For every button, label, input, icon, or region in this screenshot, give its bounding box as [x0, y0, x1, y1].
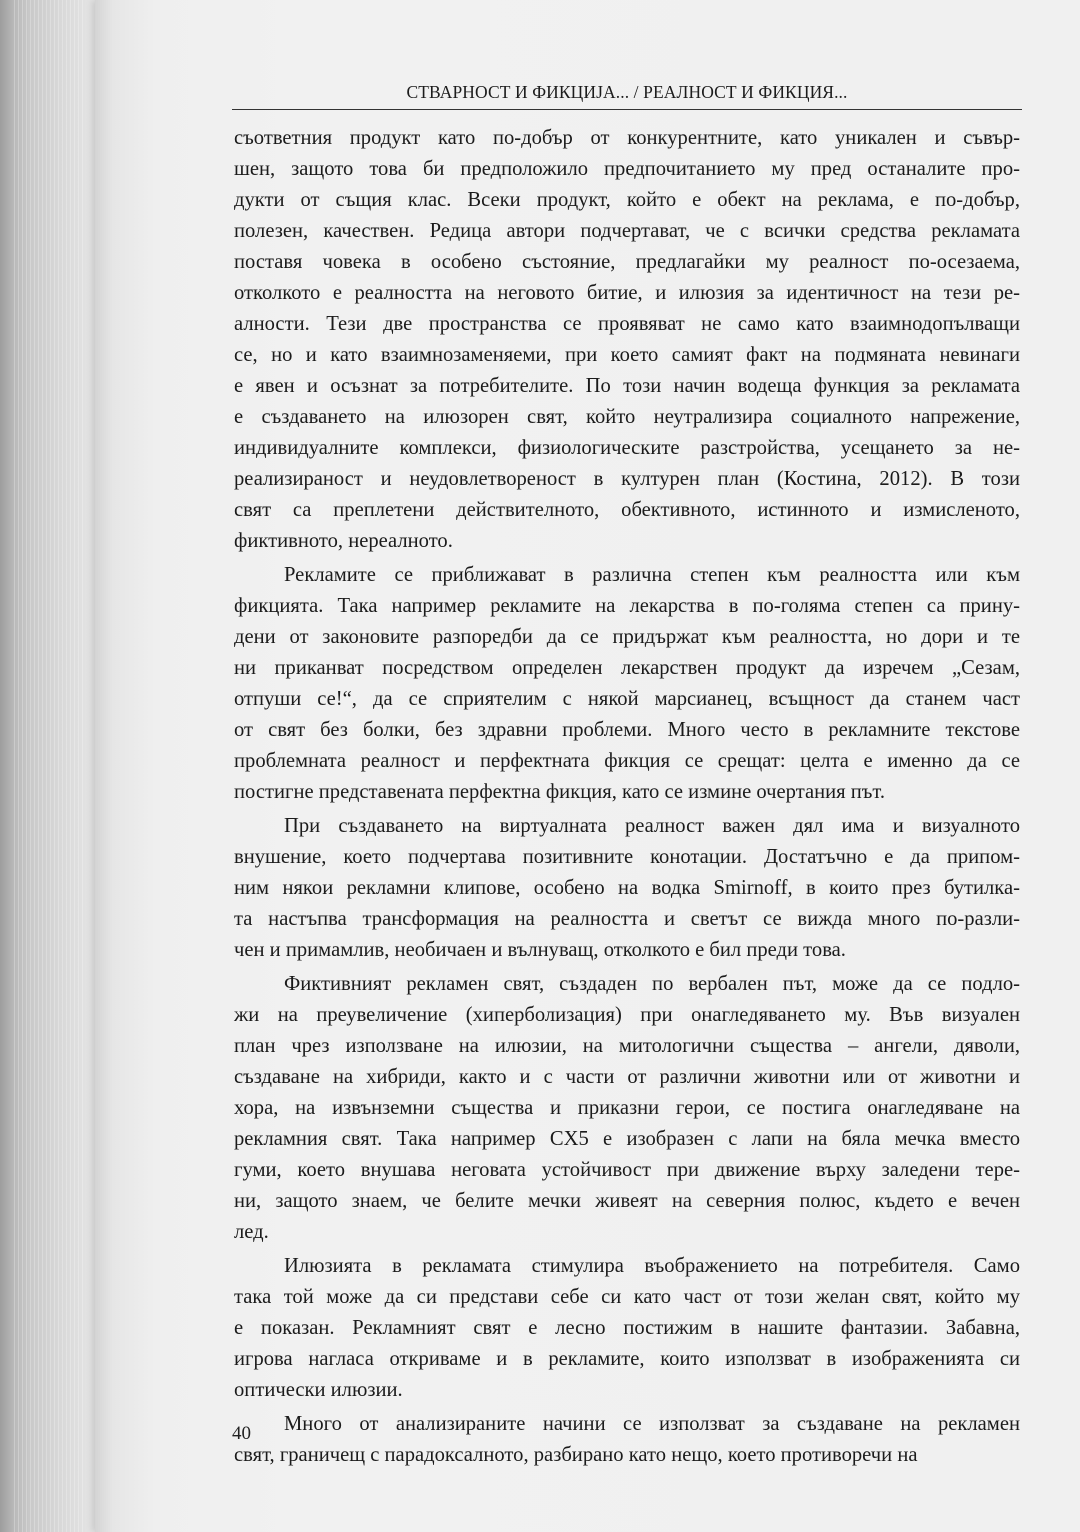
text-line: гуми, което внушава неговата устойчивост при движение върху заледени тере-	[234, 1159, 1020, 1181]
text-line: отколкото е реалността на неговото битие, и илюзия за идентичност на тези ре-	[234, 282, 1020, 304]
text-line: от свят без болки, без здравни проблеми. Много често в рекламните текстове	[234, 719, 1020, 741]
text-line: внушение, което подчертава позитивните конотации. Достатъчно е да припом-	[234, 846, 1020, 868]
paragraph	[234, 1251, 1020, 1406]
text-line: алности. Тези две пространства се проявяват не само като взаимнодопълващи	[234, 313, 1020, 335]
text-line: съответния продукт като по-добър от конкурентните, като уникален и съвър-	[234, 127, 1020, 149]
text-line: поставя човека в особено състояние, предлагайки му реалност по-осезаема,	[234, 251, 1020, 273]
text-line: е явен и осъзнат за потребителите. По този начин водеща функция за рекламата	[234, 375, 1020, 397]
text-line: дукти от същия клас. Всеки продукт, който е обект на реклама, е по-добър,	[234, 189, 1020, 211]
page-edges	[14, 0, 84, 1532]
text-line: отпуши се!“, да се сприятелим с някой марсианец, всъщност да станем част	[234, 688, 1020, 710]
text-line: индивидуалните комплекси, физиологическите разстройства, усещането за не-	[234, 437, 1020, 459]
text-line: така той може да си представи себе си като част от този желан свят, който му	[234, 1286, 1020, 1308]
paragraph	[234, 123, 1020, 557]
body-text	[234, 123, 1020, 1471]
text-line: шен, защото това би предположило предпочитанието му пред останалите про-	[234, 158, 1020, 180]
header-rule	[232, 109, 1022, 110]
text-line: хора, на извънземни същества и приказни герои, се постига онагледяване на	[234, 1097, 1020, 1119]
text-line: дени от законовите разпоредби да се придържат към реалността, но дори и те	[234, 626, 1020, 648]
text-line: жи на преувеличение (хиперболизация) при онагледяването му. Във визуален	[234, 1004, 1020, 1026]
paragraph	[234, 969, 1020, 1248]
text-line: е създаването на илюзорен свят, който неутрализира социалното напрежение,	[234, 406, 1020, 428]
text-line: фикцията. Така например рекламите на лекарства в по-голяма степен са прину-	[234, 595, 1020, 617]
text-line: създаване на хибриди, както и с части от различни животни или от животни и	[234, 1066, 1020, 1088]
text-line: свят са преплетени действителното, обективното, истинното и измисленото,	[234, 499, 1020, 521]
paragraph	[234, 560, 1020, 808]
text-line: Фиктивният рекламен свят, създаден по вербален път, може да се подло-	[284, 973, 1020, 995]
text-line: Много от анализираните начини се използват за създаване на рекламен	[284, 1413, 1020, 1435]
text-line: оптически илюзии.	[234, 1379, 403, 1401]
text-line: фиктивното, нереалното.	[234, 530, 453, 552]
text-line: При създаването на виртуалната реалност важен дял има и визуалното	[284, 815, 1020, 837]
text-line: Рекламите се приближават в различна степен към реалността или към	[284, 564, 1020, 586]
text-line: ним някои рекламни клипове, особено на водка Smirnoff, в които през бутилка-	[234, 877, 1020, 899]
paragraph	[234, 1409, 1020, 1471]
text-line: лед.	[234, 1221, 269, 1243]
text-line: Илюзията в рекламата стимулира въображението на потребителя. Само	[284, 1255, 1020, 1277]
page-number: 40	[232, 1423, 251, 1444]
text-line: свят, граничещ с парадоксалното, разбирано като нещо, което противоречи на	[234, 1444, 918, 1466]
text-line: план чрез използване на илюзии, на митологични същества – ангели, дяволи,	[234, 1035, 1020, 1057]
text-line: проблемната реалност и перфектната фикция се срещат: целта е именно да се	[234, 750, 1020, 772]
running-head: СТВАРНОСТ И ФИКЦИЈА... / РЕАЛНОСТ И ФИКЦИЯ...	[406, 82, 848, 102]
text-line: се, но и като взаимнозаменяеми, при което самият факт на подмяната невинаги	[234, 344, 1020, 366]
text-line: полезен, качествен. Редица автори подчертават, че с всички средства рекламата	[234, 220, 1020, 242]
text-line: игрова нагласа откриваме и в рекламите, които използват в изображенията си	[234, 1348, 1020, 1370]
text-line: ни, защото знаем, че белите мечки живеят на северния полюс, където е вечен	[234, 1190, 1020, 1212]
paragraph	[234, 811, 1020, 966]
text-line: ни приканват посредством определен лекарствен продукт да изречем „Сезам,	[234, 657, 1020, 679]
text-line: чен и примамлив, необичаен и вълнуващ, отколкото е бил преди това.	[234, 939, 846, 961]
text-line: реализираност и неудовлетвореност в културен план (Костина, 2012). В този	[234, 468, 1020, 490]
text-line: постигне представената перфектна фикция, като се измине очертания път.	[234, 781, 886, 803]
text-line: е показан. Рекламният свят е лесно постижим в нашите фантазии. Забавна,	[234, 1317, 1020, 1339]
text-line: та настъпва трансформация на реалността и светът се вижда много по-разли-	[234, 908, 1020, 930]
text-line: рекламния свят. Така например CX5 е изобразен с лапи на бяла мечка вместо	[234, 1128, 1020, 1150]
